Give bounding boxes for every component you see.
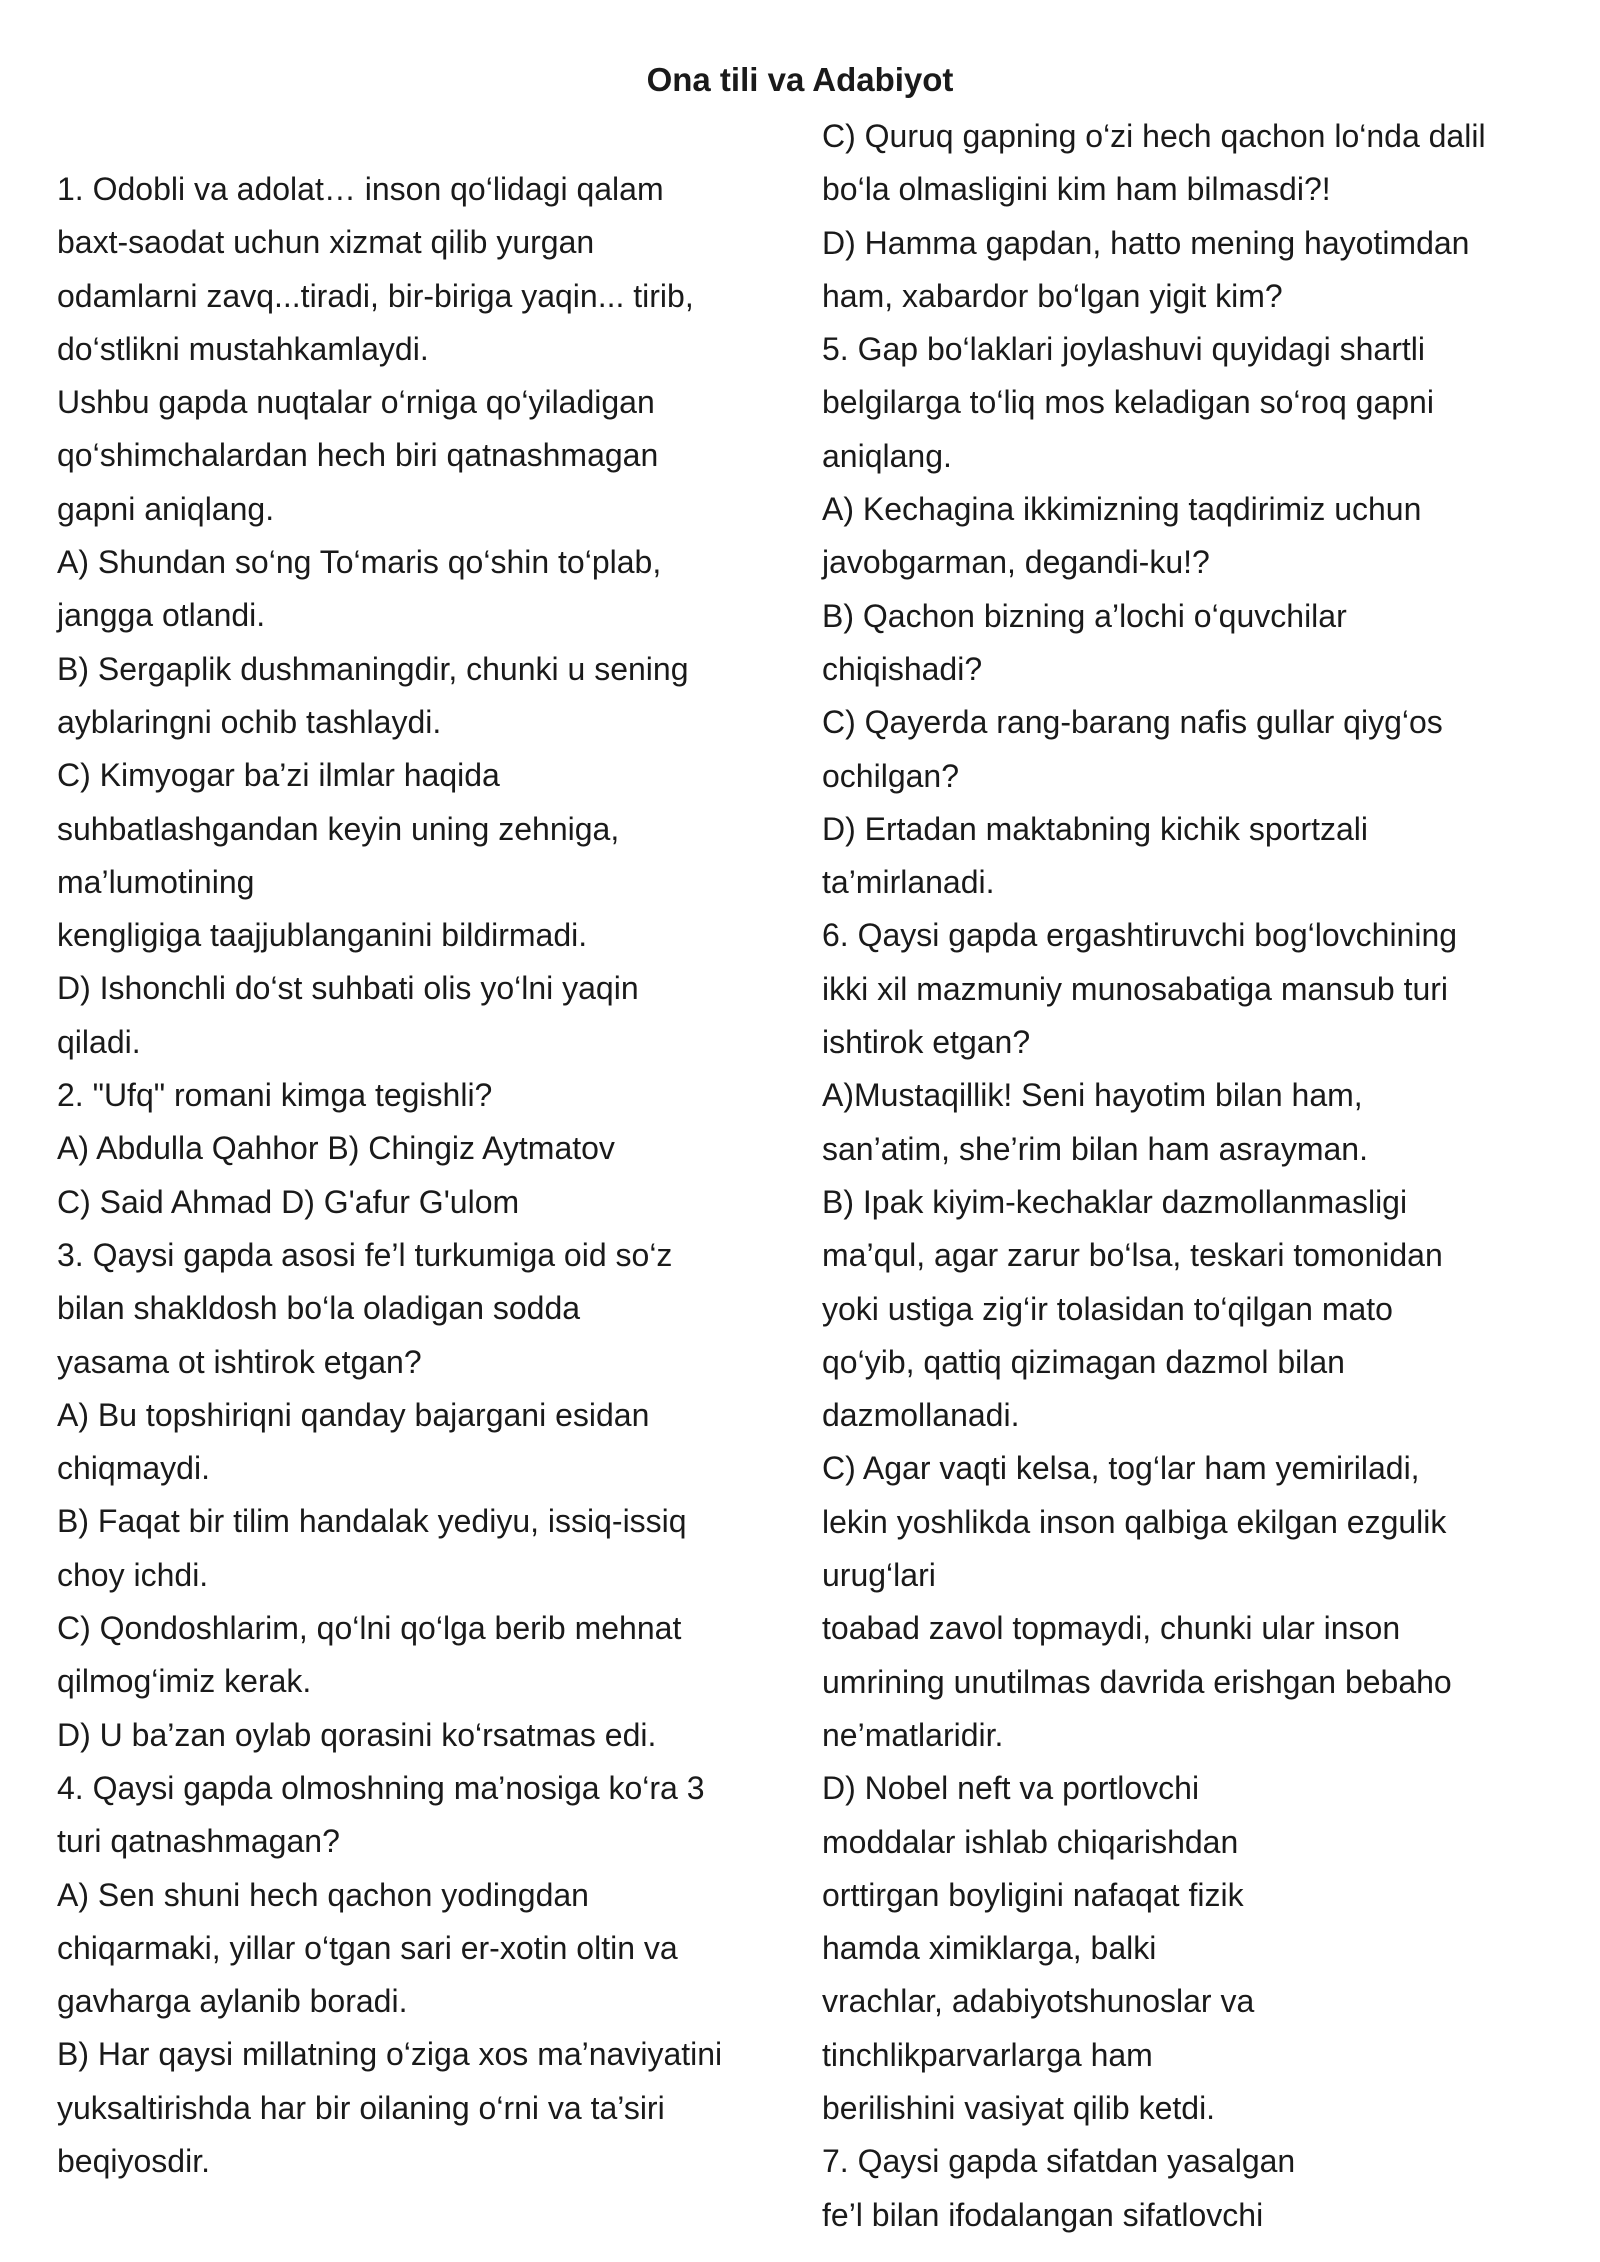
text-line: B) Faqat bir tilim handalak yediyu, issiq-issiq [57,1503,687,1540]
left-column [57,163,797,2188]
right-column [822,110,1562,2242]
text-line: C) Said Ahmad D) G'afur G'ulom [57,1183,520,1220]
text-line: ham, xabardor bo‘lgan yigit kim? [822,277,1283,314]
text-line: bilan shakldosh bo‘la oladigan sodda [57,1290,581,1327]
text-line: ne’matlaridir. [822,1716,1004,1753]
text-line: C) Kimyogar ba’zi ilmlar haqida [57,757,500,794]
text-line: B) Ipak kiyim-kechaklar dazmollanmasligi [822,1183,1408,1220]
text-line: ma’lumotining [57,863,255,900]
text-line: urug‘lari [822,1557,936,1594]
text-line: 3. Qaysi gapda asosi fe’l turkumiga oid so‘z [57,1236,673,1273]
text-line: 4. Qaysi gapda olmoshning ma’nosiga ko‘ra 3 [57,1769,705,1806]
text-line: do‘stlikni mustahkamlaydi. [57,330,429,367]
text-line: A) Kechagina ikkimizning taqdirimiz uchun [822,491,1422,528]
text-line: yoki ustiga zig‘ir tolasidan to‘qilgan mato [822,1290,1393,1327]
text-line: berilishini vasiyat qilib ketdi. [822,2089,1216,2126]
text-line: hamda ximiklarga, balki [822,1930,1157,1967]
text-line: D) Ishonchli do‘st suhbati olis yo‘lni yaqin [57,970,639,1007]
text-line: javobgarman, degandi-ku!? [822,544,1210,581]
text-line: ochilgan? [822,757,959,794]
text-line: 2. "Ufq" romani kimga tegishli? [57,1077,493,1114]
text-line: dazmollanadi. [822,1397,1020,1434]
text-line: jangga otlandi. [57,597,266,634]
page-title: Ona tili va Adabiyot [646,61,954,98]
text-line: C) Qayerda rang-barang nafis gullar qiyg‘os [822,704,1443,741]
text-line: chiqishadi? [822,650,983,687]
text-line: gavharga aylanib boradi. [57,1983,408,2020]
text-line: fe’l bilan ifodalangan sifatlovchi [822,2196,1264,2233]
text-line: odamlarni zavq...tiradi, bir-biriga yaqin... tirib, [57,277,694,314]
text-line: B) Sergaplik dushmaningdir, chunki u sening [57,650,689,687]
text-line: D) U ba’zan oylab qorasini ko‘rsatmas edi. [57,1716,657,1753]
text-line: Ushbu gapda nuqtalar o‘rniga qo‘yiladigan [57,384,655,421]
text-line: yuksaltirishda har bir oilaning o‘rni va ta’siri [57,2089,665,2126]
text-line: baxt-saodat uchun xizmat qilib yurgan [57,224,595,261]
text-line: bo‘la olmasligini kim ham bilmasdi?! [822,171,1331,208]
text-line: vrachlar, adabiyotshunoslar va [822,1983,1255,2020]
text-line: qiladi. [57,1023,141,1060]
text-line: choy ichdi. [57,1556,209,1593]
text-line: A)Mustaqillik! Seni hayotim bilan ham, [822,1077,1363,1114]
text-line: toabad zavol topmaydi, chunki ular inson [822,1610,1401,1647]
text-line: aniqlang. [822,437,952,474]
text-line: ikki xil mazmuniy munosabatiga mansub turi [822,970,1449,1007]
text-line: B) Har qaysi millatning o‘ziga xos ma’naviyatini [57,2036,723,2073]
text-line: belgilarga to‘liq mos keladigan so‘roq gapni [822,384,1434,421]
text-line: ta’mirlanadi. [822,864,995,901]
text-line: suhbatlashgandan keyin uning zehniga, [57,810,620,847]
text-line: moddalar ishlab chiqarishdan [822,1823,1239,1860]
text-line: ishtirok etgan? [822,1024,1031,1061]
text-line: C) Qondoshlarim, qo‘lni qo‘lga berib mehnat [57,1610,682,1647]
text-line: D) Nobel neft va portlovchi [822,1770,1200,1807]
text-line: qo‘yib, qattiq qizimagan dazmol bilan [822,1343,1345,1380]
text-line: gapni aniqlang. [57,490,275,527]
text-line: C) Agar vaqti kelsa, tog‘lar ham yemiriladi, [822,1450,1420,1487]
text-line: san’atim, she’rim bilan ham asrayman. [822,1130,1368,1167]
text-line: yasama ot ishtirok etgan? [57,1343,422,1380]
text-line: ma’qul, agar zarur bo‘lsa, teskari tomonidan [822,1237,1443,1274]
text-line: A) Bu topshiriqni qanday bajargani esidan [57,1396,650,1433]
text-line: 7. Qaysi gapda sifatdan yasalgan [822,2143,1296,2180]
text-line: beqiyosdir. [57,2142,210,2179]
text-line: ayblaringni ochib tashlaydi. [57,703,442,740]
text-line: orttirgan boyligini nafaqat fizik [822,1876,1244,1913]
text-line: 6. Qaysi gapda ergashtiruvchi bog‘lovchining [822,917,1458,954]
text-line: D) Ertadan maktabning kichik sportzali [822,810,1369,847]
text-line: 1. Odobli va adolat… inson qo‘lidagi qalam [57,171,664,207]
text-line: B) Qachon bizning a’lochi o‘quvchilar [822,597,1347,634]
text-line: chiqarmaki, yillar o‘tgan sari er-xotin oltin va [57,1929,678,1966]
text-line: D) Hamma gapdan, hatto mening hayotimdan [822,224,1470,261]
text-line: A) Abdulla Qahhor B) Chingiz Aytmatov [57,1130,615,1167]
text-line: umrining unutilmas davrida erishgan bebaho [822,1663,1452,1700]
text-line: qo‘shimchalardan hech biri qatnashmagan [57,437,659,474]
text-line: chiqmaydi. [57,1450,210,1487]
text-line: tinchlikparvarlarga ham [822,2036,1153,2073]
text-line: 5. Gap bo‘laklari joylashuvi quyidagi shartli [822,331,1425,368]
text-line: lekin yoshlikda inson qalbiga ekilgan ezgulik [822,1503,1447,1540]
text-line: A) Shundan so‘ng To‘maris qo‘shin to‘plab, [57,544,662,581]
text-line: A) Sen shuni hech qachon yodingdan [57,1876,589,1913]
text-line: turi qatnashmagan? [57,1823,340,1860]
text-line: kengligiga taajjublanganini bildirmadi. [57,917,588,954]
text-line: C) Quruq gapning o‘zi hech qachon lo‘nda dalil [822,118,1486,154]
text-line: qilmog‘imiz kerak. [57,1663,312,1700]
